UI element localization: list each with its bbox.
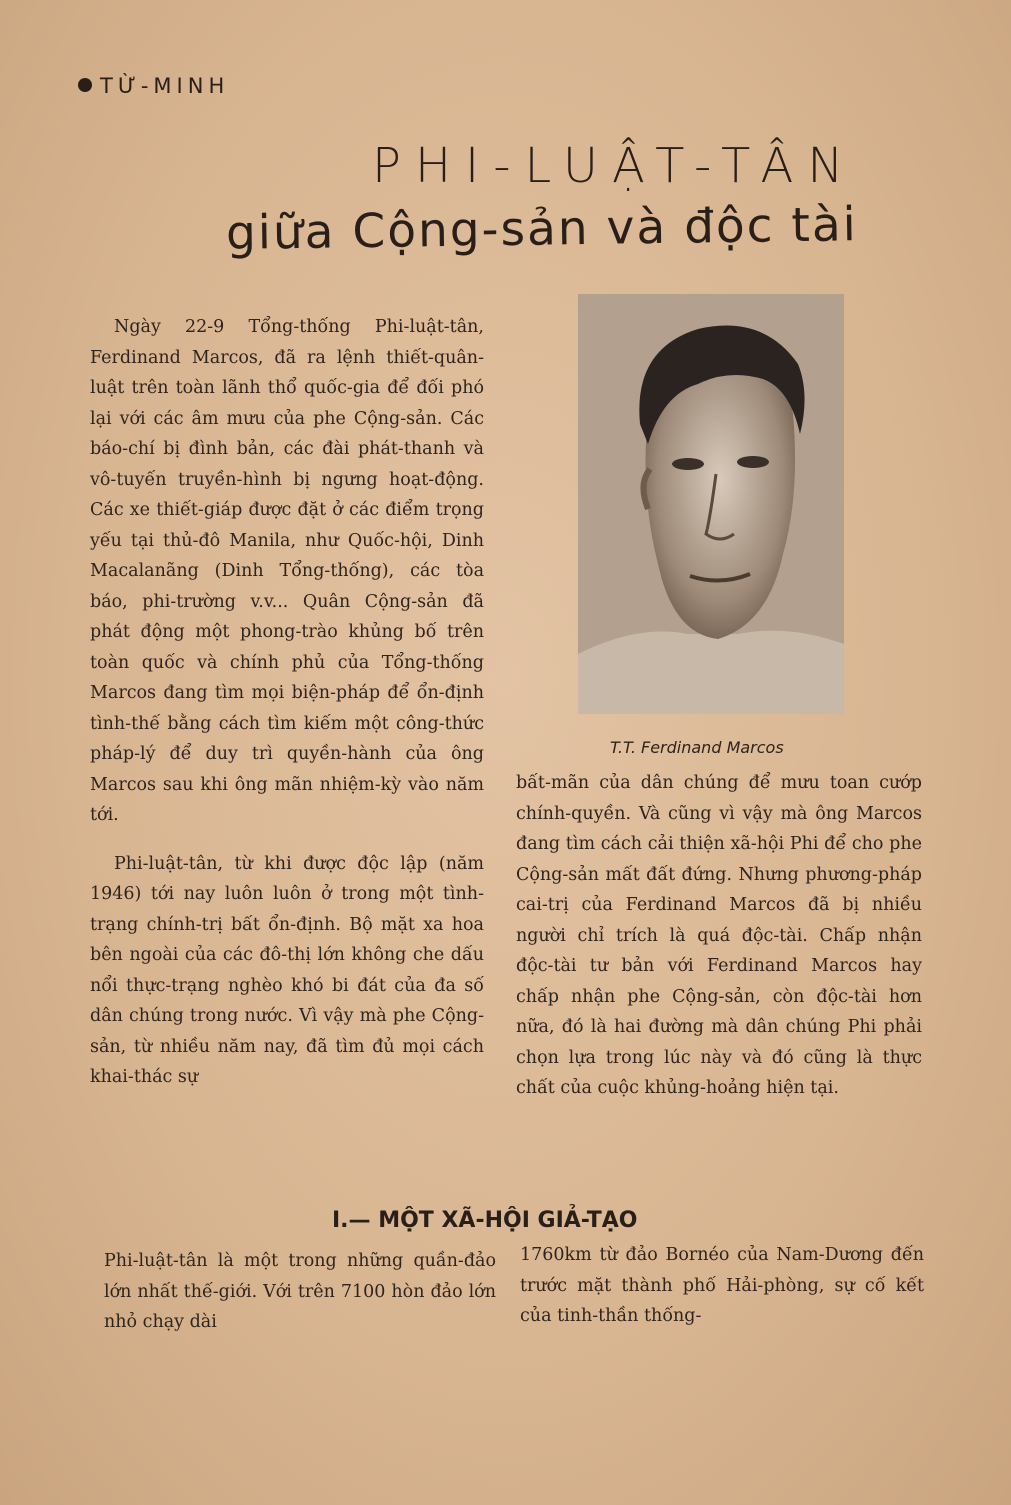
bottom-left-column [104, 1246, 496, 1338]
portrait-photo [578, 294, 844, 714]
left-column [90, 312, 484, 1093]
paragraph-1: Ngày 22-9 Tổng-thống Phi-luật-tân, Ferdinand Marcos, đã ra lệnh thiết-quân-luật trên toàn lãnh thổ quốc-gia để đối phó lại với các âm mưu của phe Cộng-sản. Các báo-chí bị đình bản, các đài phát-thanh và vô-tuyến truyền-hình bị ngưng hoạt-động. Các xe thiết-giáp được đặt ở các điểm trọng yếu tại thủ-đô Manila, như Quốc-hội, Dinh Macalanãng (Dinh Tổng-thống), các tòa báo, phi-trường v.v... Quân Cộng-sản đã phát động một phong-trào khủng bố trên toàn quốc và chính phủ của Tổng-thống Marcos đang tìm mọi biện-pháp để ổn-định tình-thế bằng cách tìm kiếm một công-thức pháp-lý để duy trì quyền-hành của ông Marcos sau khi ông mãn nhiệm-kỳ vào năm tới. [90, 317, 484, 825]
paragraph-3: bất-mãn của dân chúng để mưu toan cướp chính-quyền. Và cũng vì vậy mà ông Marcos đang tìm cách cải thiện xã-hội Phi để cho phe Cộng-sản mất đất đứng. Nhưng phương-pháp cai-trị của Ferdinand Marcos đã bị nhiều người chỉ trích là quá độc-tài. Chấp nhận độc-tài tư bản với Ferdinand Marcos hay chấp nhận phe Cộng-sản, còn độc-tài hơn nữa, đó là hai đường mà dân chúng Phi phải chọn lựa trong lúc này và đó cũng là thực chất của cuộc khủng-hoảng hiện tại. [516, 773, 922, 1098]
bottom-right-column [520, 1240, 924, 1332]
section-heading: I.— MỘT XÃ-HỘI GIẢ-TẠO [332, 1208, 638, 1233]
paragraph-4: Phi-luật-tân là một trong những quần-đảo lớn nhất thế-giới. Với trên 7100 hòn đảo lớn nhỏ chạy dài [104, 1251, 496, 1332]
author-name: TỪ-MINH [100, 74, 230, 98]
article-title: PHI-LUẬT-TÂN [372, 138, 858, 194]
portrait-illustration [578, 294, 844, 714]
paragraph-5: 1760km từ đảo Bornéo của Nam-Dương đến trước mặt thành phố Hải-phòng, sự cố kết của tinh-thần thống- [520, 1245, 924, 1326]
photo-caption: T.T. Ferdinand Marcos [610, 738, 784, 757]
right-column [516, 768, 922, 1104]
article-subtitle: giữa Cộng-sản và độc tài [225, 197, 859, 261]
bullet-dot-icon [78, 78, 92, 92]
author-byline [78, 74, 229, 98]
paragraph-2: Phi-luật-tân, từ khi được độc lập (năm 1946) tới nay luôn luôn ở trong một tình-trạng chính-trị bất ổn-định. Bộ mặt xa hoa bên ngoài của các đô-thị lớn không che dấu nổi thực-trạng nghèo khó bi đát của đa số dân chúng trong nước. Vì vậy mà phe Cộng-sản, từ nhiều năm nay, đã tìm đủ mọi cách khai-thác sự [90, 853, 484, 1087]
